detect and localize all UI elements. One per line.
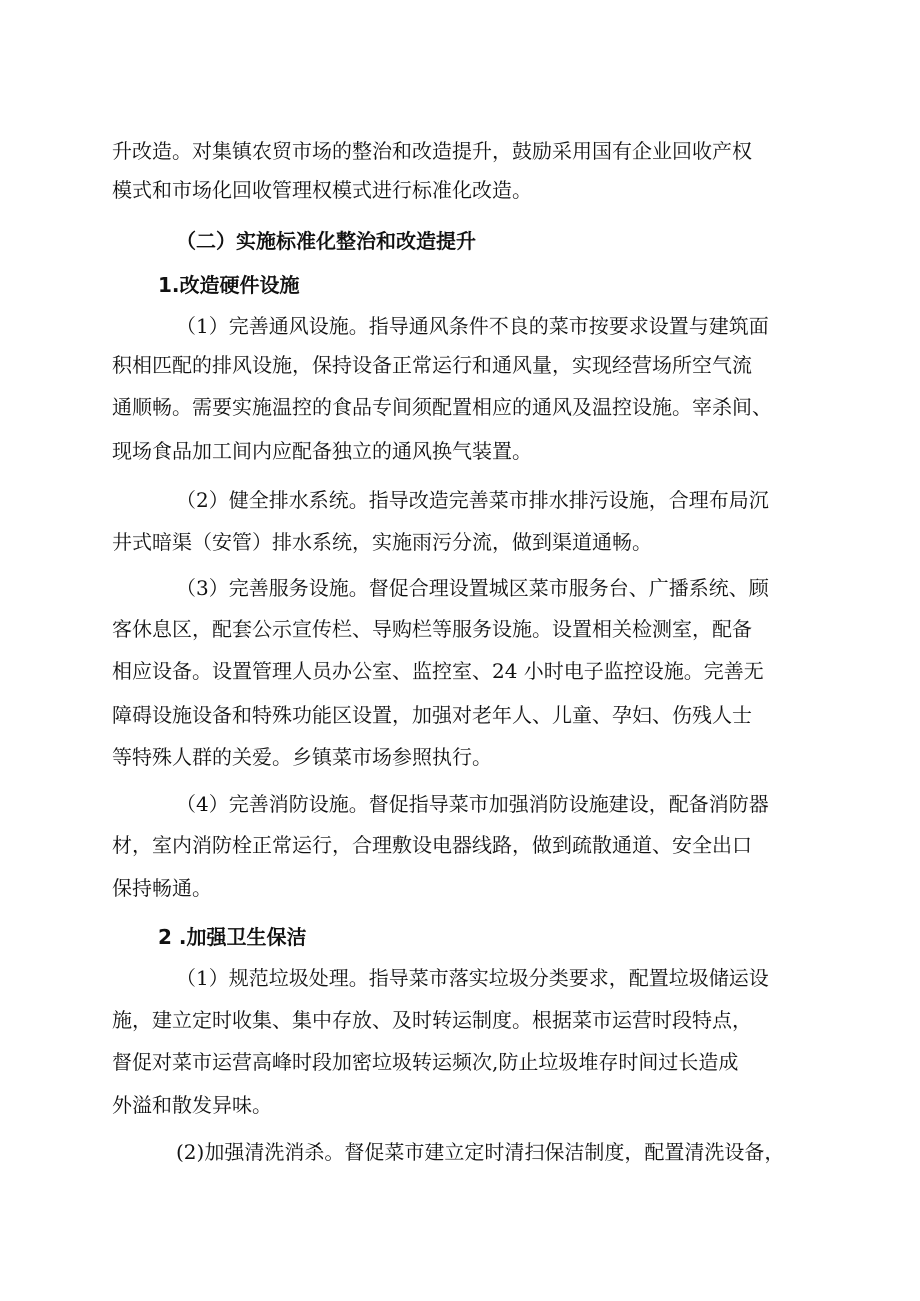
- body-text-line: 相应设备。设置管理人员办公室、监控室、24 小时电子监控设施。完善无: [112, 659, 764, 683]
- paragraph-first-line: (2)加强清洗消杀。督促菜市建立定时清扫保洁制度，配置清洗设备，: [176, 1140, 785, 1164]
- body-text-line: 外溢和散发异味。: [112, 1093, 272, 1117]
- body-text-line: 督促对菜市运营高峰时段加密垃圾转运频次,防止垃圾堆存时间过长造成: [112, 1050, 739, 1074]
- body-text-line: 障碍设施设备和特殊功能区设置，加强对老年人、儿童、孕妇、伤残人士: [112, 703, 752, 727]
- paragraph-first-line: （4）完善消防设施。督促指导菜市加强消防设施建设，配备消防器: [176, 792, 769, 816]
- body-text-line: 保持畅通。: [112, 876, 212, 900]
- paragraph-first-line: （1）规范垃圾处理。指导菜市落实垃圾分类要求，配置垃圾储运设: [176, 966, 769, 990]
- body-text-line: 材，室内消防栓正常运行，合理敷设电器线路，做到疏散通道、安全出口: [112, 833, 752, 857]
- body-text-line: 通顺畅。需要实施温控的食品专间须配置相应的通风及温控设施。宰杀间、: [112, 395, 772, 419]
- body-text-line: 客休息区，配套公示宣传栏、导购栏等服务设施。设置相关检测室，配备: [112, 617, 752, 641]
- body-text-line: 井式暗渠（安管）排水系统，实施雨污分流，做到渠道通畅。: [112, 530, 652, 554]
- subsection-heading: 1.改造硬件设施: [158, 273, 300, 297]
- body-text-line: 等特殊人群的关爱。乡镇菜市场参照执行。: [112, 745, 492, 769]
- body-text-line: 施，建立定时收集、集中存放、及时转运制度。根据菜市运营时段特点，: [112, 1008, 752, 1032]
- body-text-line: 模式和市场化回收管理权模式进行标准化改造。: [112, 178, 532, 202]
- section-heading: （二）实施标准化整治和改造提升: [176, 229, 476, 253]
- subsection-heading: 2 .加强卫生保洁: [158, 925, 307, 949]
- body-text-line: 现场食品加工间内应配备独立的通风换气装置。: [112, 439, 532, 463]
- paragraph-first-line: （1）完善通风设施。指导通风条件不良的菜市按要求设置与建筑面: [176, 314, 769, 338]
- paragraph-first-line: （3）完善服务设施。督促合理设置城区菜市服务台、广播系统、顾: [176, 576, 769, 600]
- body-text-line: 升改造。对集镇农贸市场的整治和改造提升，鼓励采用国有企业回收产权: [112, 139, 752, 163]
- body-text-line: 积相匹配的排风设施，保持设备正常运行和通风量，实现经营场所空气流: [112, 353, 752, 377]
- paragraph-first-line: （2）健全排水系统。指导改造完善菜市排水排污设施，合理布局沉: [176, 488, 769, 512]
